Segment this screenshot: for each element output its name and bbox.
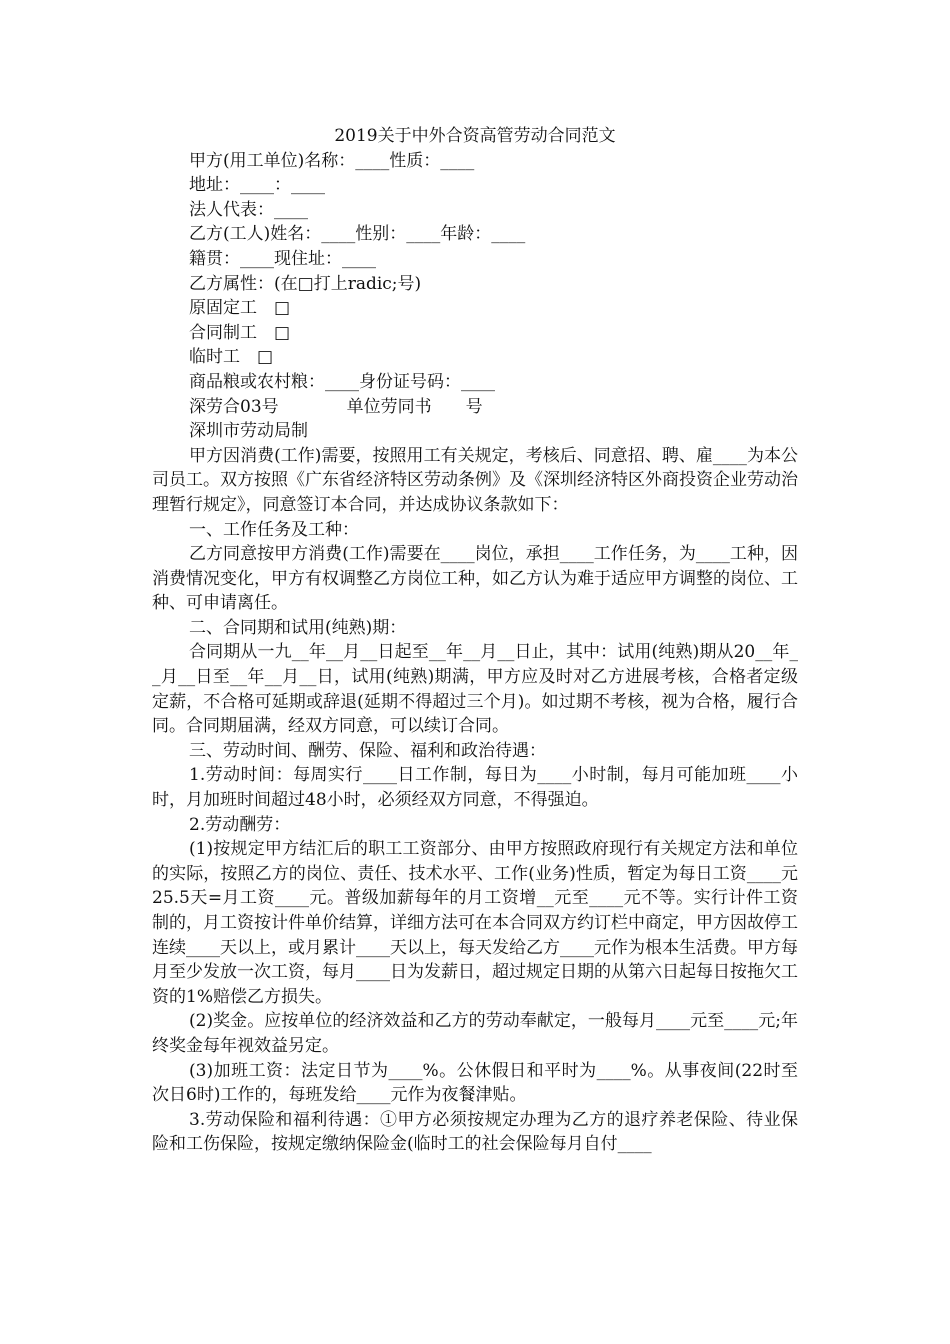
party-a-name-line: 甲方(用工单位)名称：____性质：____ [189,150,475,171]
grain-id-number-line: 商品粮或农村粮：____身份证号码：____ [189,371,495,392]
permanent-worker-checkbox-line: 原固定工 □ [189,298,291,319]
contract-worker-checkbox-line: 合同制工 □ [189,322,291,343]
overtime-pay-paragraph: (3)加班工资：法定日节为____%。公休假日和平时为____%。从事夜间(22时至次日6时)工作的，每班发给____元作为夜餐津贴。 [152,1060,798,1106]
insurance-welfare-paragraph: 3.劳动保险和福利待遇：①甲方必须按规定办理为乙方的退疗养老保险、待业保险和工伤保险，按规定缴纳保险金(临时工的社会保险每月自付____ [152,1109,798,1155]
wage-paragraph: (1)按规定甲方结汇后的职工工资部分、由甲方按照政府现行有关规定方法和单位的实际，按照乙方的岗位、责任、技术水平、工作(业务)性质，暂定为每日工资____元25.5天=月工资____元。普级加薪每年的月工资增__元至____元不等。实行计件工资制的，月工资按计件单价结算，详细方法可在本合同双方约订栏中商定，甲方因故停工连续____天以上，或月累计____天以上，每天发给乙方____元作为根本生活费。甲方每月至少发放一次工资，每月____日为发薪日，超过规定日期的从第六日起每日按拖欠工资的1%赔偿乙方损失。 [152,839,798,1007]
document-body [152,124,798,1157]
bonus-paragraph: (2)奖金。应按单位的经济效益和乙方的劳动奉献定，一般每月____元至____元;年终奖金每年视效益另定。 [152,1011,798,1056]
temporary-worker-checkbox-line: 临时工 □ [189,347,274,368]
address-line: 地址：____：____ [189,175,325,196]
section-1-paragraph: 乙方同意按甲方消费(工作)需要在____岗位，承担____工作任务，为____工种，因消费情况变化，甲方有权调整乙方岗位工种，如乙方认为难于适应甲方调整的岗位、工种、可申请离任。 [152,544,798,614]
legal-representative-line: 法人代表：____ [189,199,308,220]
contract-number-line: 深劳合03号 单位劳同书 号 [189,396,483,417]
section-heading-1: 一、工作任务及工种： [189,519,359,540]
issuer-line: 深圳市劳动局制 [189,421,308,442]
section-heading-2: 二、合同期和试用(纯熟)期： [189,617,407,638]
party-b-name-line: 乙方(工人)姓名：____性别：____年龄：____ [189,224,526,245]
section-2-paragraph: 合同期从一九__年__月__日起至__年__月__日止，其中：试用(纯熟)期从20__年__月__日至__年__月__日，试用(纯熟)期满，甲方应及时对乙方进展考核，合格者定级定薪，不合格可延期或辞退(延期不得超过三个月)。如过期不考核，视为合格，履行合同。合同期届满，经双方同意，可以续订合同。 [152,642,798,737]
party-b-attribute-line: 乙方属性：(在□打上radic;号) [189,273,422,294]
section-heading-3: 三、劳动时间、酬劳、保险、福利和政治待遇： [189,740,546,761]
document-title: 2019关于中外合资高管劳动合同范文 [334,126,616,146]
remuneration-heading: 2.劳动酬劳： [189,814,291,835]
preamble-paragraph: 甲方因消费(工作)需要，按照用工有关规定，考核后、同意招、聘、雇____为本公司员工。双方按照《广东省经济特区劳动条例》及《深圳经济特区外商投资企业劳动治理暂行规定》，同意签订本合同，并达成协议条款如下： [152,445,798,515]
native-place-line: 籍贯：____现住址：____ [189,248,376,269]
working-hours-paragraph: 1.劳动时间：每周实行____日工作制，每日为____小时制，每月可能加班____小时，月加班时间超过48小时，必须经双方同意，不得强迫。 [152,765,798,811]
